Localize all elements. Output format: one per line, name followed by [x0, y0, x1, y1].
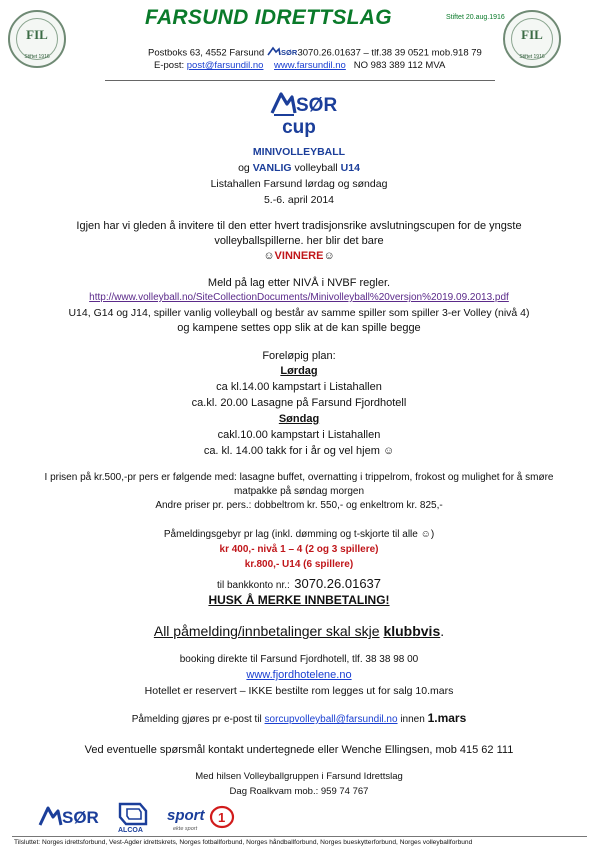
fee-u14: kr.800,- U14 (6 spillere) [244, 559, 354, 570]
svg-text:1: 1 [218, 810, 226, 825]
saturday-heading: Lørdag [280, 365, 318, 377]
contact-line: Ved eventuelle spørsmål kontakt undertegnede eller Wenche Ellingsen, mob 415 62 111 [84, 744, 514, 756]
signer-line: Dag Roalkvam mob.: 959 74 767 [229, 786, 369, 797]
logo-ring-text-right: Stiftet 1916 [519, 54, 545, 60]
club-payment-emphasis: klubbvis [383, 623, 441, 639]
sor-mini-icon [267, 46, 298, 60]
venue-line: Listahallen Farsund lørdag og søndag [210, 178, 388, 190]
address-part-b: 3070.26.01637 – tlf.38 39 0521 mob.918 79 [297, 47, 482, 59]
svg-text:sport: sport [167, 807, 205, 824]
price-line-1: I prisen på kr.500,-pr pers er følgende med: lasagne buffet, overnatting i trippelrom, frokost og mulighet for å smøre [44, 472, 554, 483]
footer-affiliations: Tilsluttet: Norges idrettsforbund, Vest-Agder idrettskrets, Norges fotballforbund, Norges håndballforbund, Norges bueskytterforbund, Norges volleyballforbund [14, 839, 473, 846]
fee-line: Påmeldingsgebyr pr lag (inkl. dømming og t-skjorte til alle ☺) [163, 529, 435, 540]
sponsor-alcoa-logo [116, 801, 150, 838]
plan-heading: Foreløpig plan: [262, 350, 336, 362]
booking-line: booking direkte til Farsund Fjordhotell, tlf. 38 38 98 00 [179, 654, 419, 665]
intro-line-1: Igjen har vi gleden å invitere til den etter hvert tradisjonsrike avslutningscupen for de yngste [76, 220, 522, 232]
svg-text:ekte sport: ekte sport [173, 826, 198, 832]
club-logo-right [503, 10, 561, 68]
registration-innen: innen [400, 714, 425, 725]
format-u14: U14 [340, 162, 360, 174]
logo-ring-text-left: Stiftet 1916 [24, 54, 50, 60]
founded-text: Stiftet 20.aug.1916 [446, 14, 505, 21]
svg-text:SØR: SØR [296, 95, 338, 116]
logo-letters-right: FIL [521, 27, 543, 42]
sponsor-sor-logo [38, 803, 104, 834]
svg-text:SØR: SØR [280, 48, 298, 57]
registration-deadline: 1.mars [427, 711, 467, 725]
smiley-icon: ☺ [323, 250, 335, 262]
format-line [0, 162, 598, 174]
saturday-item-2: ca.kl. 20.00 Lasagne på Farsund Fjordhotell [191, 397, 407, 409]
email-label: E-post: [154, 60, 185, 71]
price-line-2: matpakke på søndag morgen [233, 486, 365, 497]
club-payment-line [0, 623, 598, 639]
website-link[interactable]: www.farsundil.no [274, 60, 346, 71]
sponsor-sport1-logo [165, 803, 237, 838]
registration-text: Påmelding gjøres pr e-post til [131, 714, 262, 725]
rules-link[interactable]: http://www.volleyball.no/SiteCollectionDocuments/Minivolleyball%20versjon%2019.09.2013.pdf [89, 292, 509, 303]
email-link[interactable]: post@farsundil.no [186, 60, 264, 71]
signup-line-2: U14, G14 og J14, spiller vanlig volleyball og består av samme spiller som spiller 3-er Volley (nivå 4) [68, 307, 530, 319]
account-label: til bankkonto nr.: [216, 580, 290, 591]
registration-line [0, 711, 598, 725]
registration-email-link[interactable]: sorcupvolleyball@farsundil.no [264, 714, 398, 725]
rules-link-wrap [0, 292, 598, 303]
hotel-reserved-line: Hotellet er reservert – IKKE bestilte rom legges ut for salg 10.mars [144, 685, 454, 697]
account-line [0, 575, 598, 593]
svg-text:SØR: SØR [62, 808, 99, 827]
sunday-item-2: ca. kl. 14.00 takk for i år og vel hjem ☺ [203, 445, 395, 457]
format-vanlig: VANLIG [252, 162, 292, 174]
smiley-icon: ☺ [263, 250, 275, 262]
sunday-heading: Søndag [278, 413, 320, 425]
cup-word: cup [282, 117, 316, 138]
sunday-item-1: cakl.10.00 kampstart i Listahallen [217, 429, 381, 441]
hotel-link[interactable]: www.fjordhotelene.no [246, 669, 352, 681]
org-name: FARSUND IDRETTSLAG [145, 6, 392, 29]
hotel-link-wrap [0, 669, 598, 681]
address-line [148, 46, 482, 60]
logo-letters-left: FIL [26, 27, 48, 42]
fee-level-1-4: kr 400,- nivå 1 – 4 (2 og 3 spillere) [219, 544, 379, 555]
signup-line-3: og kampene settes opp slik at de kan spille begge [177, 322, 421, 334]
address-part-a: Postboks 63, 4552 Farsund [148, 47, 265, 59]
price-line-3: Andre priser pr. pers.: dobbeltrom kr. 550,- og enkeltrom kr. 825,- [155, 500, 443, 511]
dates-line: 5.-6. april 2014 [263, 194, 335, 206]
winners-text: VINNERE [274, 250, 324, 262]
regards-line: Med hilsen Volleyballgruppen i Farsund Idrettslag [195, 771, 403, 782]
footer-divider [12, 836, 587, 837]
format-og: og [238, 162, 250, 174]
winners-line [0, 250, 598, 262]
email-line [154, 60, 445, 71]
header-divider [105, 80, 495, 81]
club-logo-left [8, 10, 66, 68]
payment-reminder: HUSK Å MERKE INNBETALING! [208, 593, 390, 607]
org-number: NO 983 389 112 MVA [353, 60, 446, 71]
svg-text:ALCOA: ALCOA [118, 827, 143, 834]
format-volleyball: volleyball [294, 162, 338, 174]
signup-line-1: Meld på lag etter NIVÅ i NVBF regler. [207, 277, 391, 289]
club-payment-dot: . [440, 623, 445, 639]
intro-line-2: volleyballspillerne. her blir det bare [214, 235, 384, 247]
account-number: 3070.26.01637 [294, 576, 382, 591]
club-payment-text: All påmelding/innbetalinger skal skje [153, 623, 380, 639]
saturday-item-1: ca kl.14.00 kampstart i Listahallen [216, 381, 382, 393]
mini-heading: MINIVOLLEYBALL [252, 146, 346, 158]
